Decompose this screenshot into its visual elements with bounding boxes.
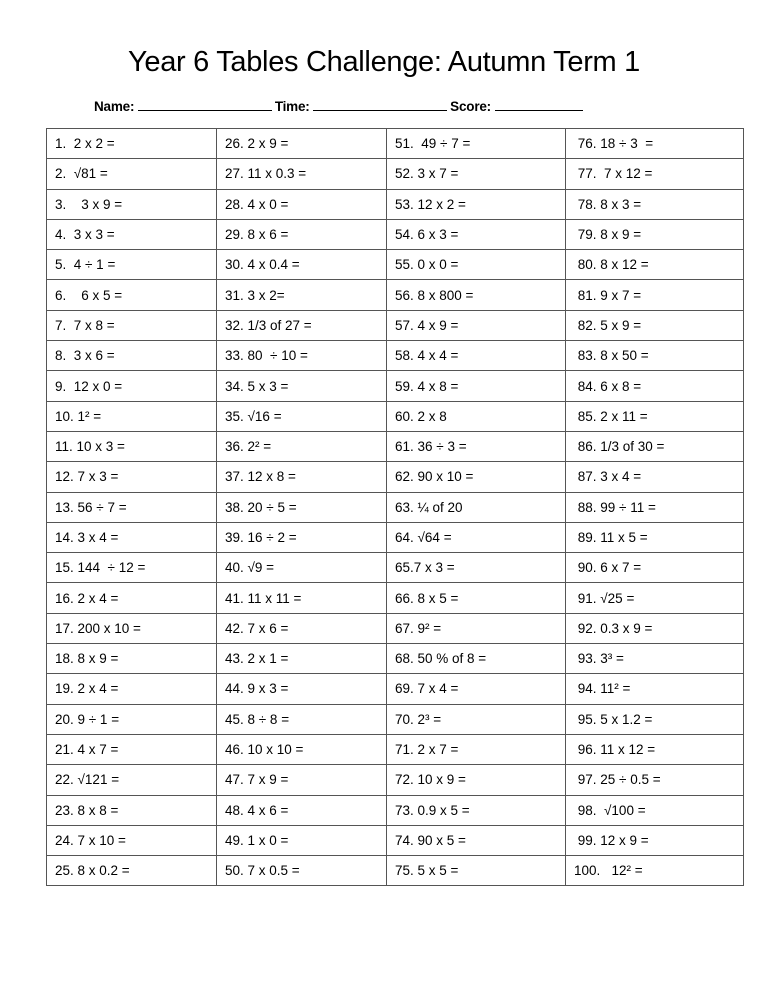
question-cell: 73. 0.9 x 5 = <box>387 795 566 825</box>
question-cell: 7. 7 x 8 = <box>47 310 217 340</box>
question-cell: 96. 11 x 12 = <box>566 734 744 764</box>
question-cell: 42. 7 x 6 = <box>217 613 387 643</box>
question-cell: 83. 8 x 50 = <box>566 341 744 371</box>
score-blank[interactable] <box>495 98 583 111</box>
question-cell: 18. 8 x 9 = <box>47 644 217 674</box>
question-cell: 36. 2² = <box>217 431 387 461</box>
name-label: Name: <box>94 99 135 114</box>
table-row <box>47 613 744 643</box>
question-cell: 10. 1² = <box>47 401 217 431</box>
question-cell: 47. 7 x 9 = <box>217 765 387 795</box>
question-cell: 3. 3 x 9 = <box>47 189 217 219</box>
question-cell: 28. 4 x 0 = <box>217 189 387 219</box>
question-cell: 35. √16 = <box>217 401 387 431</box>
table-row <box>47 280 744 310</box>
question-cell: 30. 4 x 0.4 = <box>217 250 387 280</box>
question-cell: 71. 2 x 7 = <box>387 734 566 764</box>
question-cell: 72. 10 x 9 = <box>387 765 566 795</box>
questions-table-body <box>47 129 744 886</box>
question-cell: 49. 1 x 0 = <box>217 825 387 855</box>
question-cell: 68. 50 % of 8 = <box>387 644 566 674</box>
question-cell: 21. 4 x 7 = <box>47 734 217 764</box>
question-cell: 78. 8 x 3 = <box>566 189 744 219</box>
question-cell: 64. √64 = <box>387 522 566 552</box>
question-cell: 39. 16 ÷ 2 = <box>217 522 387 552</box>
question-cell: 44. 9 x 3 = <box>217 674 387 704</box>
table-row <box>47 129 744 159</box>
question-cell: 22. √121 = <box>47 765 217 795</box>
question-cell: 63. ¼ of 20 <box>387 492 566 522</box>
question-cell: 61. 36 ÷ 3 = <box>387 431 566 461</box>
question-cell: 97. 25 ÷ 0.5 = <box>566 765 744 795</box>
question-cell: 77. 7 x 12 = <box>566 159 744 189</box>
question-cell: 70. 2³ = <box>387 704 566 734</box>
question-cell: 4. 3 x 3 = <box>47 219 217 249</box>
table-row <box>47 795 744 825</box>
question-cell: 46. 10 x 10 = <box>217 734 387 764</box>
question-cell: 62. 90 x 10 = <box>387 462 566 492</box>
table-row <box>47 492 744 522</box>
question-cell: 91. √25 = <box>566 583 744 613</box>
question-cell: 5. 4 ÷ 1 = <box>47 250 217 280</box>
question-cell: 92. 0.3 x 9 = <box>566 613 744 643</box>
question-cell: 41. 11 x 11 = <box>217 583 387 613</box>
table-row <box>47 765 744 795</box>
question-cell: 31. 3 x 2= <box>217 280 387 310</box>
question-cell: 75. 5 x 5 = <box>387 856 566 886</box>
question-cell: 13. 56 ÷ 7 = <box>47 492 217 522</box>
question-cell: 74. 90 x 5 = <box>387 825 566 855</box>
table-row <box>47 856 744 886</box>
table-row <box>47 704 744 734</box>
question-cell: 14. 3 x 4 = <box>47 522 217 552</box>
question-cell: 15. 144 ÷ 12 = <box>47 553 217 583</box>
question-cell: 58. 4 x 4 = <box>387 341 566 371</box>
question-cell: 33. 80 ÷ 10 = <box>217 341 387 371</box>
question-cell: 45. 8 ÷ 8 = <box>217 704 387 734</box>
question-cell: 24. 7 x 10 = <box>47 825 217 855</box>
question-cell: 87. 3 x 4 = <box>566 462 744 492</box>
question-cell: 60. 2 x 8 <box>387 401 566 431</box>
table-row <box>47 159 744 189</box>
question-cell: 53. 12 x 2 = <box>387 189 566 219</box>
question-cell: 17. 200 x 10 = <box>47 613 217 643</box>
question-cell: 25. 8 x 0.2 = <box>47 856 217 886</box>
question-cell: 54. 6 x 3 = <box>387 219 566 249</box>
question-cell: 84. 6 x 8 = <box>566 371 744 401</box>
question-cell: 16. 2 x 4 = <box>47 583 217 613</box>
table-row <box>47 310 744 340</box>
question-cell: 76. 18 ÷ 3 = <box>566 129 744 159</box>
table-row <box>47 431 744 461</box>
question-cell: 100. 12² = <box>566 856 744 886</box>
student-info-line <box>94 98 586 114</box>
question-cell: 6. 6 x 5 = <box>47 280 217 310</box>
question-cell: 90. 6 x 7 = <box>566 553 744 583</box>
question-cell: 34. 5 x 3 = <box>217 371 387 401</box>
time-label: Time: <box>274 99 310 114</box>
question-cell: 82. 5 x 9 = <box>566 310 744 340</box>
question-cell: 19. 2 x 4 = <box>47 674 217 704</box>
question-cell: 98. √100 = <box>566 795 744 825</box>
question-cell: 12. 7 x 3 = <box>47 462 217 492</box>
table-row <box>47 553 744 583</box>
question-cell: 8. 3 x 6 = <box>47 341 217 371</box>
page-title: Year 6 Tables Challenge: Autumn Term 1 <box>127 46 641 78</box>
question-cell: 59. 4 x 8 = <box>387 371 566 401</box>
question-cell: 51. 49 ÷ 7 = <box>387 129 566 159</box>
question-cell: 40. √9 = <box>217 553 387 583</box>
question-cell: 23. 8 x 8 = <box>47 795 217 825</box>
question-cell: 50. 7 x 0.5 = <box>217 856 387 886</box>
question-cell: 38. 20 ÷ 5 = <box>217 492 387 522</box>
question-cell: 29. 8 x 6 = <box>217 219 387 249</box>
table-row <box>47 583 744 613</box>
question-cell: 52. 3 x 7 = <box>387 159 566 189</box>
question-cell: 66. 8 x 5 = <box>387 583 566 613</box>
table-row <box>47 250 744 280</box>
questions-table <box>46 128 744 886</box>
table-row <box>47 825 744 855</box>
question-cell: 20. 9 ÷ 1 = <box>47 704 217 734</box>
question-cell: 65.7 x 3 = <box>387 553 566 583</box>
question-cell: 85. 2 x 11 = <box>566 401 744 431</box>
question-cell: 89. 11 x 5 = <box>566 522 744 552</box>
name-blank[interactable] <box>138 98 272 111</box>
table-row <box>47 371 744 401</box>
question-cell: 27. 11 x 0.3 = <box>217 159 387 189</box>
question-cell: 99. 12 x 9 = <box>566 825 744 855</box>
question-cell: 79. 8 x 9 = <box>566 219 744 249</box>
question-cell: 86. 1/3 of 30 = <box>566 431 744 461</box>
table-row <box>47 644 744 674</box>
time-blank[interactable] <box>313 98 447 111</box>
question-cell: 43. 2 x 1 = <box>217 644 387 674</box>
question-cell: 48. 4 x 6 = <box>217 795 387 825</box>
question-cell: 88. 99 ÷ 11 = <box>566 492 744 522</box>
table-row <box>47 219 744 249</box>
question-cell: 11. 10 x 3 = <box>47 431 217 461</box>
question-cell: 80. 8 x 12 = <box>566 250 744 280</box>
question-cell: 32. 1/3 of 27 = <box>217 310 387 340</box>
question-cell: 56. 8 x 800 = <box>387 280 566 310</box>
question-cell: 81. 9 x 7 = <box>566 280 744 310</box>
score-label: Score: <box>450 99 491 114</box>
table-row <box>47 462 744 492</box>
table-row <box>47 522 744 552</box>
question-cell: 26. 2 x 9 = <box>217 129 387 159</box>
question-cell: 37. 12 x 8 = <box>217 462 387 492</box>
question-cell: 2. √81 = <box>47 159 217 189</box>
table-row <box>47 401 744 431</box>
question-cell: 69. 7 x 4 = <box>387 674 566 704</box>
table-row <box>47 189 744 219</box>
question-cell: 1. 2 x 2 = <box>47 129 217 159</box>
table-row <box>47 341 744 371</box>
question-cell: 57. 4 x 9 = <box>387 310 566 340</box>
table-row <box>47 734 744 764</box>
question-cell: 67. 9² = <box>387 613 566 643</box>
question-cell: 9. 12 x 0 = <box>47 371 217 401</box>
table-row <box>47 674 744 704</box>
question-cell: 55. 0 x 0 = <box>387 250 566 280</box>
question-cell: 95. 5 x 1.2 = <box>566 704 744 734</box>
question-cell: 93. 3³ = <box>566 644 744 674</box>
question-cell: 94. 11² = <box>566 674 744 704</box>
